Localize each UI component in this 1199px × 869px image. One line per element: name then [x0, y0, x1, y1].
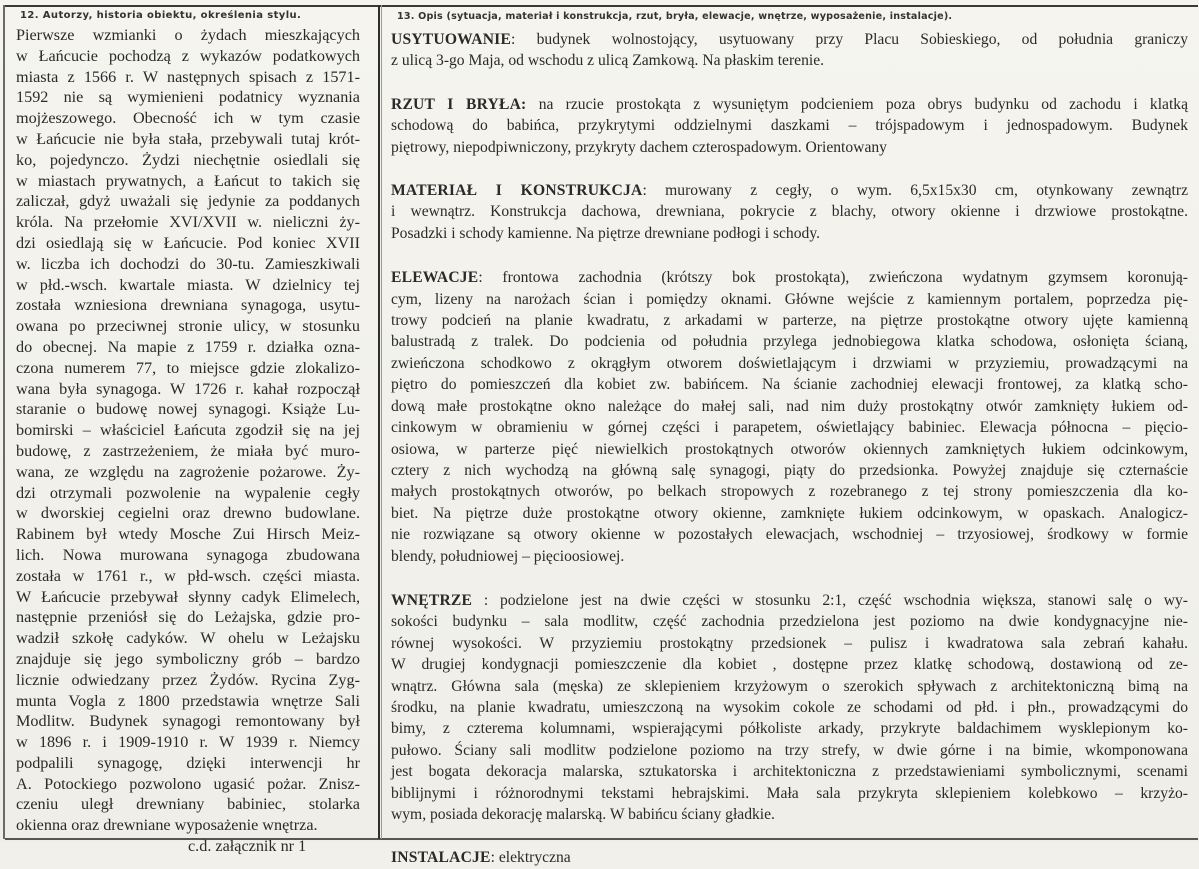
history-line: Modlitw. Budynek synagogi remontowany był: [16, 712, 360, 731]
section-line: biet. Na piętrze duże prostokątne otwory okienne, zamknięte łukiem odcinkowym, w opaskach. Analogicz-: [391, 504, 1188, 522]
history-line: w dworskiej cegielni oraz drewno budowlane.: [16, 504, 360, 523]
section-text: : frontowa zachodnia (krótszy bok prostokąta), zwieńczona wydatnym gzymsem koronują-: [478, 269, 1188, 287]
history-line: dzi osiedlają się w Łańcucie. Pod koniec XVII: [16, 233, 360, 252]
section-materiał-i-konstrukcja: [391, 180, 1188, 244]
history-line: licznie odwiedzany przez Żydów. Rycina Zyg-: [16, 670, 360, 689]
section-line: nie rozwiązane są otwory okienne w pozostałych elewacjach, wschodniej – trzyosiowej, środkowy w formie: [391, 526, 1188, 544]
section-line: pułowo. Ściany sali modlitw podzielone poziomo na trzy strefy, w dwie górne i na bimie, wkomponowana: [391, 741, 1188, 759]
section-line: jest bogata dekoracja malarska, sztukatorska i architektoniczna z przedstawieniami symbolicznymi, scenami: [391, 763, 1188, 781]
history-line: 1592 nie są wymienieni podatnicy wyznania: [16, 88, 360, 107]
section-elewacje: [391, 267, 1188, 567]
section-line: dową małe prostokątne okno należące do małej sali, nad nim duży prostokątny otwór zamknięty łukiem od-: [391, 397, 1188, 415]
section-line: schodową do babińca, przykrytymi oddzielnymi daszkami – trójspadowym i jednospadowym. Budynek: [391, 117, 1188, 135]
history-line: wadził szkołę cadyków. W ohelu w Leżajsku: [16, 629, 360, 648]
section-line: bimy, z czterema kolumnami, wspierającymi półkoliste arkady, przykryte baldachimem wysklepionym ko-: [391, 720, 1188, 738]
section-line: [391, 29, 1188, 50]
history-line: Pierwsze wzmianki o żydach mieszkających: [16, 26, 360, 44]
section-text: : elektryczna: [490, 849, 571, 867]
section-label: MATERIAŁ I KONSTRUKCJA: [391, 182, 643, 200]
history-line: następnie przeniósł się do Leżajska, gdzie pro-: [16, 608, 360, 627]
history-line: dzi otrzymali pozwolenie na wypalenie cegły: [16, 483, 360, 502]
section-label: WNĘTRZE: [391, 591, 473, 609]
history-line: Rabinem był wtedy Mosche Zui Hirsch Meiz-: [16, 525, 360, 544]
section-wnętrze: [391, 590, 1188, 825]
section-line: osiowa, w parterze pięć niewielkich prostokątnych otworów okiennych zamkniętych łukiem odcinkowym,: [391, 440, 1188, 458]
history-line: w miastach prywatnych, a Łańcut to takich się: [16, 171, 360, 190]
history-line: czona numerem 77, to miejsce gdzie zlokalizo-: [16, 358, 360, 377]
top-border: [5, 5, 1198, 7]
section-line: cztery z nich wychodzą na główną salę synagogi, piąty do przedsionka. Powyżej znajduje się czternaście: [391, 461, 1188, 479]
column-divider: [378, 5, 380, 839]
section-line: sokości budynku – sala modlitw, część zachodnia przedzielona jest poziomo na dwie kondygnacyjne nie-: [391, 613, 1188, 631]
history-line: wana była synagoga. W 1726 r. kahał rozpoczął: [16, 379, 360, 398]
history-line: znajduje się jego symboliczny grób – bardzo: [16, 649, 360, 668]
section-line: balustradą z tralek. Do podcienia od południa przylega jednobiegowa klatka schodowa, osłonięta ścianą,: [391, 333, 1188, 351]
section-line: cym, lizeny na narożach ścian i pomiędzy oknami. Główne wejście z kamiennym portalem, poprzedza pię-: [391, 290, 1188, 308]
history-line: staranie o budowę nowej synagogi. Książe Lu-: [16, 400, 360, 419]
history-line: A. Potockiego pozwolono ugasić pożar. Znisz-: [16, 774, 360, 793]
history-line: miasta z 1566 r. W następnych spisach z 1571-: [16, 67, 360, 86]
column-divider-thin: [381, 5, 382, 839]
section-label: RZUT I BRYŁA:: [391, 95, 527, 113]
section-text: : budynek wolnostojący, usytuowany przy Placu Sobieskiego, od południa graniczy: [511, 31, 1188, 48]
section-text: : murowany z cegły, o wym. 6,5x15x30 cm, otynkowany zewnątrz: [642, 182, 1189, 200]
description-header: 13. Opis (sytuacja, materiał i konstrukcja, rzut, bryła, elewacje, wnętrze, wyposażenie, instalacje).: [397, 11, 953, 22]
section-line: cinkowym w obramieniu w górnej części i parapetem, oświetlający babiniec. Elewacja północna – pięcio-: [391, 419, 1188, 437]
section-line: i wewnątrz. Konstrukcja dachowa, drewniana, pokrycie z blachy, otwory okienne i drzwiowe prostokątne.: [391, 203, 1188, 221]
section-line: trowy podcień na planie kwadratu, z arkadami w parterze, na piętrze prostokątne otwory ujęte kamienną: [391, 312, 1188, 330]
history-line: została w 1761 r., w płd-wsch. części miasta.: [16, 566, 360, 585]
section-line: środku, na planie kwadratu, umieszczoną na wysokim cokole ze schodami od płd. i płn., prowadzącymi do: [391, 698, 1188, 716]
history-line: do obecnej. Na mapie z 1759 r. działka ozna-: [16, 337, 360, 356]
section-line: [391, 180, 1188, 201]
history-line: owana po przeciwnej stronie ulicy, w stosunku: [16, 317, 360, 336]
history-header: 12. Autorzy, historia obiektu, określenia stylu.: [20, 10, 302, 21]
history-line: munta Vogla z 1800 przedstawia wnętrze Sali: [16, 691, 360, 710]
section-line: [391, 590, 1188, 611]
section-usytuowanie: [391, 29, 1188, 72]
section-line: [391, 847, 1188, 868]
section-line: małych prostokątnych otworów, po belkach stropowych z rozebranego z tej strony pomieszczenia dla ko-: [391, 483, 1188, 501]
section-line: z ulicą 3-go Maja, od wschodu z ulicą Zamkową. Na płaskim terenie.: [391, 52, 825, 70]
description-sections: [391, 29, 1188, 869]
history-line: budowę, z zastrzeżeniem, że miała być muro-: [16, 441, 360, 460]
history-column: [16, 9, 360, 856]
section-line: [391, 94, 1188, 115]
history-line: w Łańcucie nie była stała, przebywali tutaj krót-: [16, 129, 360, 148]
section-line: wym, posiada dekorację malarską. W babińcu ściany gładkie.: [391, 806, 775, 823]
history-line: W Łańcucie przebywał słynny cadyk Elimelech,: [16, 587, 360, 606]
section-line: wnątrz. Główna sala (męska) ze sklepieniem krzyżowym o szerokich spływach z architektoniczną bimą na: [391, 677, 1188, 695]
section-line: [391, 267, 1188, 288]
history-line: w płd.-wsch. kwartale miasta. W dzielnicy tej: [16, 275, 360, 294]
section-line: W drugiej kondygnacji pomieszczenie dla kobiet , dostępne przez klatkę schodową, dostawioną od ze-: [391, 656, 1188, 674]
history-line: lich. Nowa murowana synagoga zbudowana: [16, 545, 360, 564]
history-line: bomirski – właściciel Łańcuta zgodził się na jej: [16, 421, 360, 440]
section-label: ELEWACJE: [391, 269, 479, 287]
history-line: okienna oraz drewniane wyposażenie wnętrza.: [16, 816, 318, 835]
history-line: zaliczał, gdyż uważali się jedynie za poddanych: [16, 192, 360, 211]
history-line: wana, ze względu na zagrożenie pożarowe. Ży-: [16, 462, 360, 481]
section-label: USYTUOWANIE: [391, 31, 512, 48]
section-text: na rzucie prostokąta z wysuniętym podcieniem poza obrys budynku od zachodu i klatką: [526, 95, 1189, 113]
section-line: zwieńczona schodkowo z okrągłym otworem doświetlającym i drzwiami w przyziemiu, prowadzącymi na: [391, 354, 1188, 372]
history-line: ko, pojedynczo. Żydzi niechętnie osiedlali się: [16, 150, 360, 169]
history-line: w Łańcucie pochodzą z wykazów podatkowych: [16, 46, 360, 65]
left-border: [3, 5, 5, 839]
history-line: w 1896 r. i 1909-1910 r. W 1939 r. Niemcy: [16, 733, 360, 752]
section-instalacje: [391, 847, 1188, 868]
continuation-note: c.d. załącznik nr 1: [188, 837, 307, 856]
section-line: piętrowy, niepodpiwniczony, przykryty dachem czterospadowym. Orientowany: [391, 138, 887, 156]
history-line: czeniu uległ drewniany babiniec, stolarka: [16, 795, 360, 814]
history-line: podpalili synagogę, dzięki interwencji hr: [16, 753, 360, 772]
history-line: mojżeszowego. Obecność ich w tym czasie: [16, 109, 360, 128]
section-line: blendy, południowej – pięcioosiowej.: [391, 547, 625, 565]
history-line: została wzniesiona drewniana synagoga, usytu-: [16, 296, 360, 315]
history-line: króla. Na przełomie XVI/XVII w. nieliczni ży-: [16, 213, 360, 232]
section-line: równej wysokości. W przyziemiu prostokątny przedsionek – pulisz i kwadratowa sala zebrań kahału.: [391, 634, 1188, 652]
history-text: [16, 25, 360, 836]
section-text: : podzielone jest na dwie części w stosunku 2:1, część wschodnia większa, stanowi salę o wy-: [472, 591, 1188, 609]
section-rzut-i-bryła: [391, 94, 1188, 158]
section-line: piętro do pomieszczeń dla kobiet zw. babińcem. Na ścianie zachodniej elewacji frontowej, za klatką scho-: [391, 376, 1188, 394]
history-line: w. liczba ich dochodzi do 30-tu. Zamieszkiwali: [16, 254, 360, 273]
section-line: Posadzki i schody kamienne. Na piętrze drewniane podłogi i schody.: [391, 224, 821, 242]
description-column: [391, 9, 1188, 869]
section-label: INSTALACJE: [391, 849, 491, 867]
section-line: biblijnymi i różnorodnymi tekstami hebrajskimi. Mała sala przykryta sklepieniem kolebkowo – krzyżo-: [391, 784, 1188, 802]
